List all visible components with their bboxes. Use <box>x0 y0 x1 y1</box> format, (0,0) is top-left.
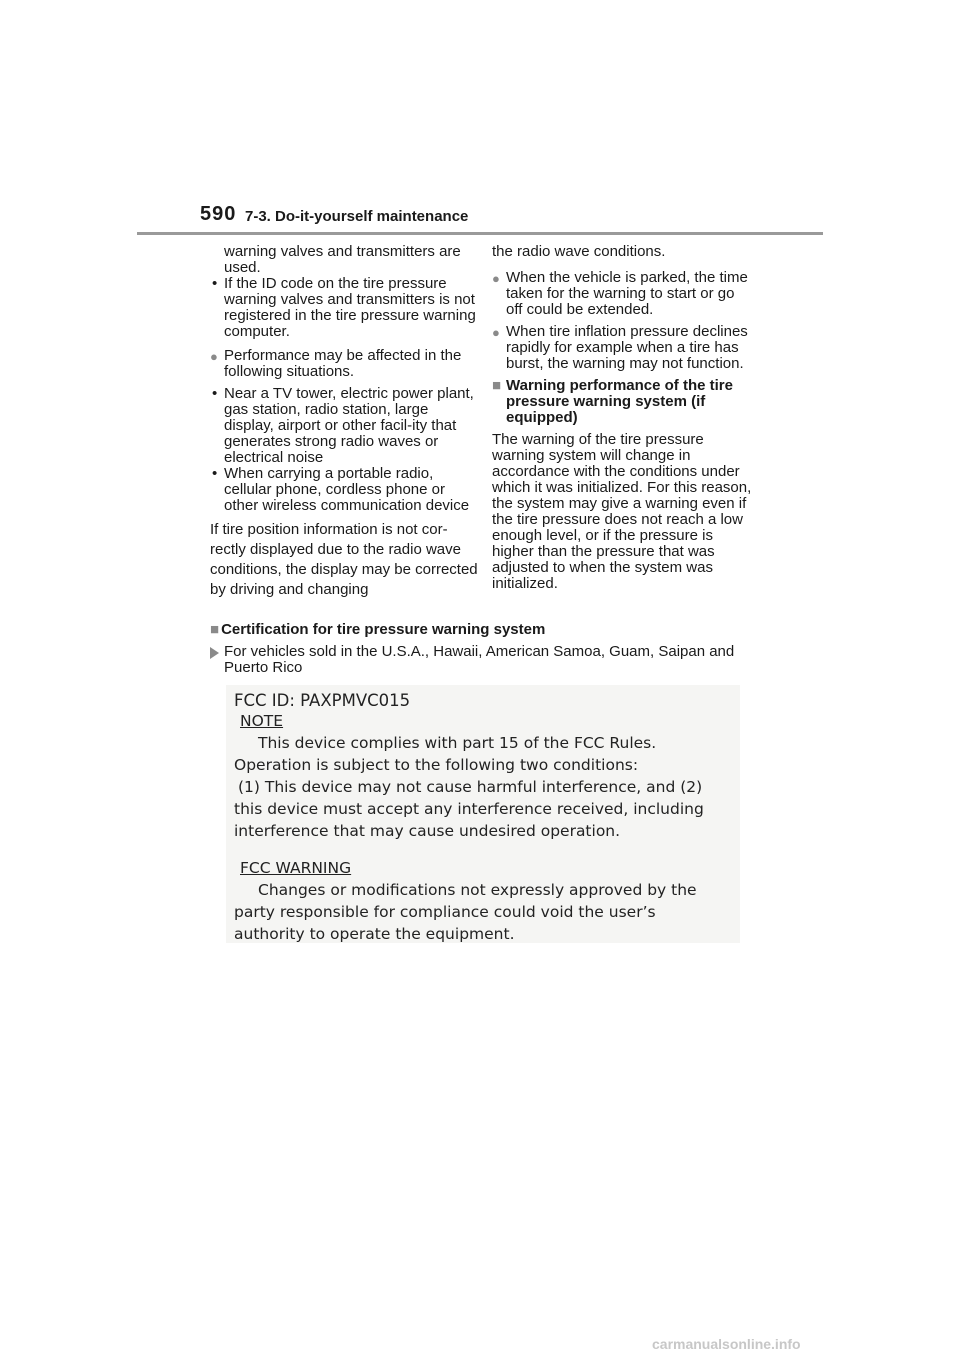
triangle-bullet-icon <box>210 647 219 659</box>
warning-line: authority to operate the equipment. <box>234 925 515 943</box>
bullet-dot-icon: • <box>212 275 218 292</box>
bullet-dot-icon: • <box>212 465 218 482</box>
circle-bullet-icon: ● <box>492 271 500 286</box>
site-watermark: carmanualsonline.info <box>652 1336 801 1352</box>
circle-bullet-icon: ● <box>210 349 218 364</box>
body-paragraph: The warning of the tire pressure warning system will change in accordance with the conditions under which it was initialized. For this reason, the system may give a warning even if the tire pressure does not reach a low enough level, or if the pressure is higher than the pressure that was adjusted to when the system was initialized. <box>492 431 752 592</box>
left-column <box>210 244 480 607</box>
circle-bullet-icon: ● <box>492 325 500 340</box>
warning-line: party responsible for compliance could void the user’s <box>234 903 656 921</box>
circle-list-item: ● Performance may be affected in the following situations. <box>210 347 462 380</box>
continued-bullet-text: warning valves and transmitters are used. <box>224 243 461 276</box>
page-number: 590 <box>200 203 237 225</box>
note-title: NOTE <box>240 712 284 730</box>
certification-heading: ■ Certification for tire pressure warning system <box>210 621 546 638</box>
header-divider <box>137 232 823 235</box>
bullet-item: • If the ID code on the tire pressure warning valves and transmitters is not registered in the tire pressure warning computer. <box>212 275 476 340</box>
bullet-dot-icon: • <box>212 385 218 402</box>
circle-list-item: ● When tire inflation pressure declines rapidly for example when a tire has burst, the warning may not function. <box>492 323 748 372</box>
square-bullet-icon: ■ <box>210 621 220 638</box>
subsection-heading: ■ Warning performance of the tire pressure warning system (if equipped) <box>492 377 733 426</box>
note-line: this device must accept any interference received, including <box>234 800 704 818</box>
warning-title: FCC WARNING <box>240 859 352 877</box>
continued-text: the radio wave conditions. <box>492 243 666 260</box>
fcc-id: FCC ID: PAXPMVC015 <box>234 691 411 710</box>
note-line: Operation is subject to the following two conditions: <box>234 756 639 774</box>
bullet-item: • Near a TV tower, electric power plant, gas station, radio station, large display, airport or other facil-ity that generates strong radio waves or electrical noise <box>212 385 474 466</box>
note-line: interference that may cause undesired operation. <box>234 822 621 840</box>
note-line: (1) This device may not cause harmful interference, and (2) <box>238 778 703 796</box>
note-line: This device complies with part 15 of the FCC Rules. <box>258 734 657 752</box>
circle-list-item: ● When the vehicle is parked, the time taken for the warning to start or go off could be extended. <box>492 269 748 318</box>
bullet-item: • When carrying a portable radio, cellular phone, cordless phone or other wireless communication device <box>212 465 470 514</box>
fcc-notice-image <box>226 685 740 943</box>
right-column <box>492 244 754 599</box>
section-title: 7-3. Do-it-yourself maintenance <box>245 208 469 225</box>
page-header <box>0 0 960 240</box>
body-paragraph: If tire position information is not cor-rectly displayed due to the radio wave conditions, the display may be corrected by driving and changing <box>210 521 478 598</box>
warning-line: Changes or modifications not expressly approved by the <box>258 881 697 899</box>
square-bullet-icon: ■ <box>492 377 502 394</box>
certification-subheading: For vehicles sold in the U.S.A., Hawaii, American Samoa, Guam, Saipan and Puerto Rico <box>210 644 770 676</box>
